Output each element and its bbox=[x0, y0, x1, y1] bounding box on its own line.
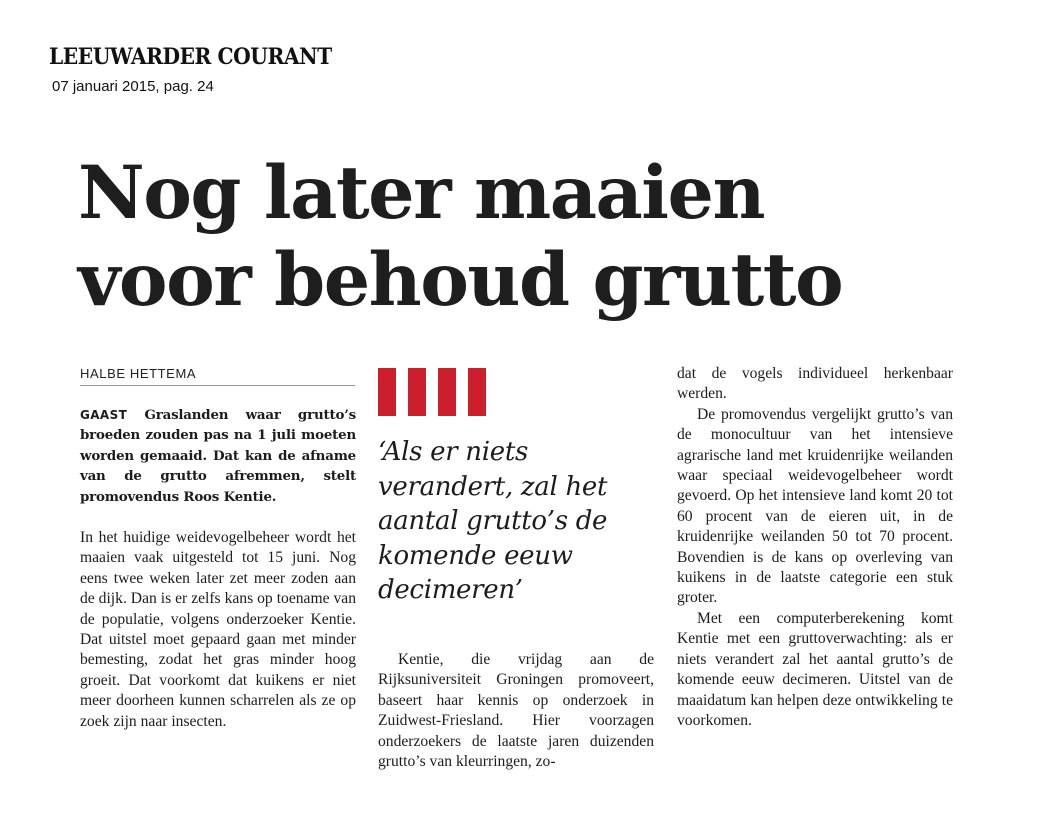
article-column-3 bbox=[677, 364, 953, 731]
column-3-paragraph: Met een computerberekening komt Kentie met een gruttoverwachting: als er niets verandert zal het aantal grutto’s de komende eeuw decimeren. Uitstel van de maaidatum kan helpen deze ontwikkeling te voorkomen. bbox=[677, 609, 953, 729]
quote-accent-bars bbox=[378, 368, 488, 416]
accent-bar bbox=[378, 368, 396, 416]
pull-quote: ‘Als er niets verandert, zal het aantal grutto’s de komende eeuw decimeren’ bbox=[378, 437, 608, 605]
article-column-1 bbox=[80, 528, 356, 732]
accent-bar bbox=[438, 368, 456, 416]
article-byline: HALBE HETTEMA bbox=[80, 366, 355, 386]
column-2-paragraph: Kentie, die vrijdag aan de Rijksuniversiteit Groningen promoveert, baseert haar kennis op onderzoek in Zuidwest-Friesland. Hier voorzagen onderzoekers de laatste jaren duizenden grutto’s van kleurringen, zo- bbox=[378, 651, 654, 771]
newspaper-masthead: LEEUWARDER COURANT bbox=[49, 44, 332, 70]
column-1-paragraph: In het huidige weidevogelbeheer wordt het maaien vaak uitgesteld tot 15 juni. Nog eens twee weken later zet meer zoden aan de dijk. Dan is er zelfs kans op toename van de populatie, volgens onderzoeker Kentie. Dat uitstel moet gepaard gaan met minder bemesting, zodat het gras minder hoog groeit. Dat voorkomt dat kuikens er niet meer doorheen kunnen scharrelen als ze op zoek zijn naar insecten. bbox=[80, 529, 356, 730]
accent-bar bbox=[468, 368, 486, 416]
lead-dateline-place: GAAST bbox=[80, 408, 128, 422]
headline-line-2: voor behoud grutto bbox=[78, 237, 843, 323]
lead-text: Graslanden waar grutto’s broeden zouden pas na 1 juli moeten worden gemaaid. Dat kan de afname van de grutto afremmen, stelt promovendus Roos Kentie. bbox=[80, 407, 356, 505]
column-3-paragraph: De promovendus vergelijkt grutto’s van de monocultuur van het intensieve agrarische land met kruidenrijke weilanden waar speciaal weidevogelbeheer wordt gevoerd. Op het intensieve land komt 20 tot 60 procent van de eieren uit, in de kruidenrijke weilanden 50 tot 70 procent. Bovendien is de kans op overleving van kuikens in de laatste categorie een stuk groter. bbox=[677, 405, 953, 607]
article-column-2 bbox=[378, 650, 654, 772]
publication-dateline: 07 januari 2015, pag. 24 bbox=[52, 78, 214, 95]
headline-line-1: Nog later maaien bbox=[78, 150, 765, 236]
accent-bar bbox=[408, 368, 426, 416]
article-lead bbox=[80, 405, 356, 507]
column-3-paragraph-continued: dat de vogels individueel herkenbaar werden. bbox=[677, 365, 953, 403]
article-headline bbox=[78, 150, 1038, 324]
